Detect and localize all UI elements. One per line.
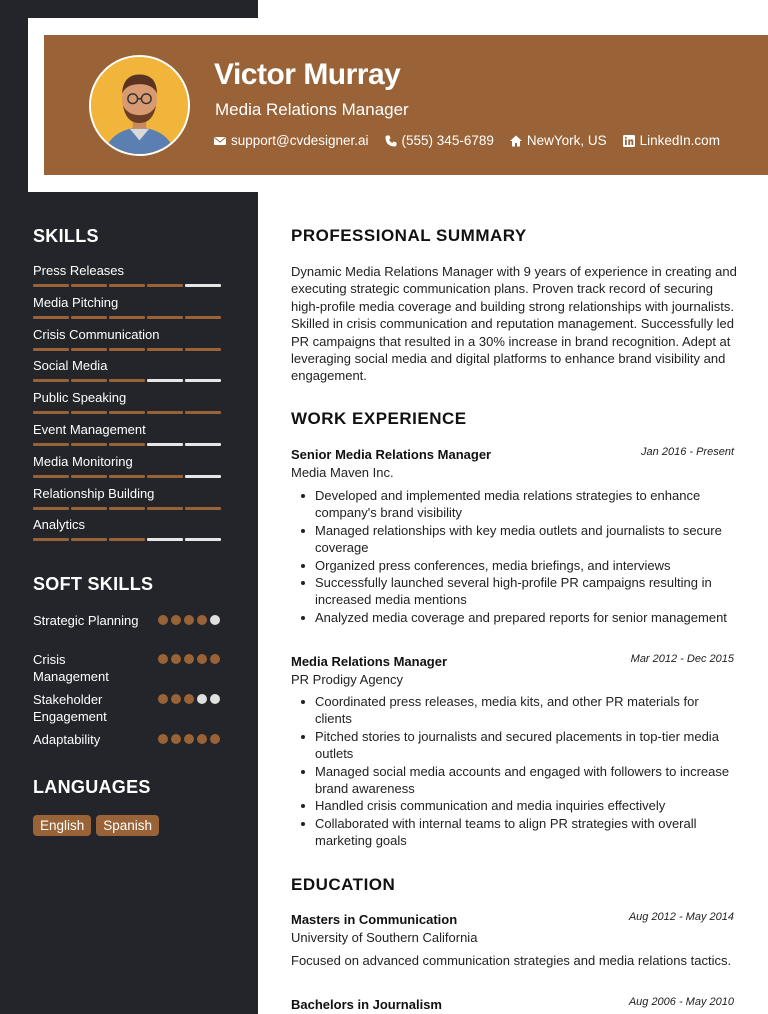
skill-item bbox=[33, 422, 223, 446]
skill-level-segment bbox=[185, 538, 221, 541]
skill-label: Event Management bbox=[33, 422, 146, 437]
job-company: PR Prodigy Agency bbox=[291, 672, 404, 687]
contact-linkedin[interactable] bbox=[623, 133, 720, 148]
skill-level-segment bbox=[33, 538, 69, 541]
skill-level-segment bbox=[109, 379, 145, 382]
rating-dot bbox=[158, 694, 168, 704]
rating-dot bbox=[210, 734, 220, 744]
skill-label: Press Releases bbox=[33, 263, 125, 278]
soft-skill-rating bbox=[158, 654, 220, 664]
skill-level-segment bbox=[147, 507, 183, 510]
soft-skill-label: Crisis Management bbox=[33, 652, 109, 684]
skill-level-segment bbox=[33, 411, 69, 414]
skill-label: Analytics bbox=[33, 517, 86, 533]
skill-level-segment bbox=[185, 379, 221, 382]
job-date: Mar 2012 - Dec 2015 bbox=[630, 653, 734, 665]
rating-dot bbox=[171, 654, 181, 664]
skills-title: SKILLS bbox=[33, 226, 99, 246]
rating-dot bbox=[184, 694, 194, 704]
skill-level-segment bbox=[109, 475, 145, 478]
skill-item bbox=[33, 390, 223, 414]
list-item: Pitched stories to journalists and secured placements in top-tier media outlets bbox=[297, 728, 737, 763]
skill-level-segment bbox=[147, 284, 183, 287]
skill-level-segment bbox=[33, 348, 69, 351]
rating-dot bbox=[158, 615, 168, 625]
list-item: Developed and implemented media relations strategies to enhance company's brand visibility bbox=[297, 487, 737, 522]
rating-dot bbox=[158, 654, 168, 664]
candidate-role: Media Relations Manager bbox=[215, 100, 409, 119]
skill-level-bar bbox=[33, 538, 223, 541]
soft-skill-label: Adaptability bbox=[33, 732, 101, 747]
skill-level-segment bbox=[71, 475, 107, 478]
soft-skill-item bbox=[33, 651, 223, 685]
skill-level-segment bbox=[185, 316, 221, 319]
skill-level-segment bbox=[109, 507, 145, 510]
skill-level-bar bbox=[33, 475, 223, 478]
skill-level-segment bbox=[185, 507, 221, 510]
skill-label: Crisis Communication bbox=[33, 326, 160, 342]
skill-level-segment bbox=[109, 411, 145, 414]
language-badge: English bbox=[33, 815, 91, 836]
soft-skill-item bbox=[33, 612, 223, 629]
job-bullets bbox=[297, 693, 737, 850]
degree-date: Aug 2006 - May 2010 bbox=[628, 996, 734, 1008]
contact-email-text: support@cvdesigner.ai bbox=[231, 133, 369, 148]
summary-text: Dynamic Media Relations Manager with 9 years of experience in creating and executing strategic communication plans. Proven track record of securing high-profile media coverage and building strong relationships with journalists. Skilled in crisis communication and reputation management. Successfully led PR campaigns that resulted in a 30% increase in brand recognition. Adept at leveraging social media and digital platforms to enhance brand visibility and engagement. bbox=[291, 264, 737, 384]
contact-email[interactable] bbox=[214, 133, 369, 148]
skill-level-segment bbox=[185, 475, 221, 478]
skill-label: Media Pitching bbox=[33, 294, 119, 310]
skill-label: Social Media bbox=[33, 358, 108, 374]
skill-level-segment bbox=[147, 475, 183, 478]
skill-level-segment bbox=[33, 316, 69, 319]
degree-date: Aug 2012 - May 2014 bbox=[628, 911, 734, 923]
skill-item bbox=[33, 263, 223, 287]
skill-label: Public Speaking bbox=[33, 390, 127, 406]
candidate-name: Victor Murray bbox=[214, 58, 401, 91]
skill-label: Relationship Building bbox=[33, 485, 155, 501]
soft-skill-item bbox=[33, 731, 223, 748]
skill-item bbox=[33, 358, 223, 382]
rating-dot bbox=[197, 615, 207, 625]
home-icon bbox=[510, 135, 522, 147]
list-item: Handled crisis communication and media inquiries effectively bbox=[297, 797, 737, 814]
skill-level-segment bbox=[33, 507, 69, 510]
skill-level-segment bbox=[147, 443, 183, 446]
skill-level-segment bbox=[147, 538, 183, 541]
phone-icon bbox=[385, 135, 397, 147]
rating-dot bbox=[210, 654, 220, 664]
list-item: Managed social media accounts and engaged with followers to increase brand awareness bbox=[297, 763, 737, 798]
skill-level-bar bbox=[33, 443, 223, 446]
skill-level-segment bbox=[109, 316, 145, 319]
skill-level-segment bbox=[71, 284, 107, 287]
rating-dot bbox=[184, 654, 194, 664]
soft-skill-rating bbox=[158, 734, 220, 744]
soft-skills-title: SOFT SKILLS bbox=[33, 574, 154, 594]
skill-level-segment bbox=[109, 348, 145, 351]
skill-level-segment bbox=[185, 284, 221, 287]
soft-skill-label: Strategic Planning bbox=[33, 613, 139, 628]
skill-level-bar bbox=[33, 379, 223, 382]
skill-level-segment bbox=[71, 348, 107, 351]
degree-description: Focused on advanced communication strategies and media relations tactics. bbox=[291, 953, 732, 968]
skill-level-segment bbox=[33, 284, 69, 287]
list-item: Collaborated with internal teams to align PR strategies with overall marketing goals bbox=[297, 815, 737, 850]
contact-linkedin-text: LinkedIn.com bbox=[639, 133, 720, 148]
skill-level-bar bbox=[33, 348, 223, 351]
linkedin-icon bbox=[623, 135, 635, 147]
rating-dot bbox=[171, 734, 181, 744]
rating-dot bbox=[171, 615, 181, 625]
skill-level-segment bbox=[71, 379, 107, 382]
rating-dot bbox=[210, 694, 220, 704]
languages-title: LANGUAGES bbox=[33, 777, 151, 797]
summary-title: PROFESSIONAL SUMMARY bbox=[291, 226, 527, 245]
soft-skill-label: Stakeholder Engagement bbox=[33, 692, 107, 724]
soft-skill-rating bbox=[158, 694, 220, 704]
list-item: Coordinated press releases, media kits, and other PR materials for clients bbox=[297, 693, 737, 728]
job-bullets bbox=[297, 487, 737, 626]
skill-item bbox=[33, 517, 223, 541]
skill-level-segment bbox=[147, 348, 183, 351]
rating-dot bbox=[197, 734, 207, 744]
skill-level-segment bbox=[71, 538, 107, 541]
skill-level-bar bbox=[33, 316, 223, 319]
skill-level-segment bbox=[71, 443, 107, 446]
rating-dot bbox=[158, 734, 168, 744]
skill-level-segment bbox=[33, 443, 69, 446]
contact-location bbox=[510, 133, 607, 148]
rating-dot bbox=[171, 694, 181, 704]
skill-level-segment bbox=[147, 379, 183, 382]
job-date: Jan 2016 - Present bbox=[641, 446, 734, 458]
skill-level-segment bbox=[33, 475, 69, 478]
skill-item bbox=[33, 454, 223, 478]
skill-item bbox=[33, 295, 223, 319]
skill-level-segment bbox=[109, 443, 145, 446]
skill-level-segment bbox=[185, 411, 221, 414]
skill-level-segment bbox=[185, 443, 221, 446]
languages-list bbox=[33, 815, 159, 836]
envelope-icon bbox=[214, 135, 226, 147]
job-title: Senior Media Relations Manager bbox=[291, 447, 492, 462]
job-title: Media Relations Manager bbox=[291, 654, 448, 669]
skill-item bbox=[33, 327, 223, 351]
skill-level-bar bbox=[33, 411, 223, 414]
contact-phone[interactable] bbox=[385, 133, 494, 148]
rating-dot bbox=[184, 615, 194, 625]
school-name: University of Southern California bbox=[291, 930, 478, 945]
skill-level-segment bbox=[147, 316, 183, 319]
rating-dot bbox=[197, 694, 207, 704]
rating-dot bbox=[184, 734, 194, 744]
skill-level-segment bbox=[71, 507, 107, 510]
skill-level-segment bbox=[71, 316, 107, 319]
degree-title: Bachelors in Journalism bbox=[291, 997, 442, 1012]
list-item: Analyzed media coverage and prepared reports for senior management bbox=[297, 609, 737, 626]
rating-dot bbox=[197, 654, 207, 664]
language-badge: Spanish bbox=[96, 815, 159, 836]
skill-level-bar bbox=[33, 284, 223, 287]
skill-level-bar bbox=[33, 507, 223, 510]
skill-level-segment bbox=[147, 411, 183, 414]
contact-location-text: NewYork, US bbox=[526, 133, 607, 148]
skill-level-segment bbox=[109, 284, 145, 287]
contact-info bbox=[214, 133, 736, 148]
education-title: EDUCATION bbox=[291, 875, 396, 894]
contact-phone-text: (555) 345-6789 bbox=[401, 133, 494, 148]
job-company: Media Maven Inc. bbox=[291, 465, 394, 480]
list-item: Successfully launched several high-profile PR campaigns resulting in increased media mentions bbox=[297, 574, 737, 609]
skill-level-segment bbox=[109, 538, 145, 541]
avatar bbox=[89, 55, 190, 156]
soft-skill-item bbox=[33, 691, 223, 725]
degree-title: Masters in Communication bbox=[291, 912, 458, 927]
skill-level-segment bbox=[185, 348, 221, 351]
experience-title: WORK EXPERIENCE bbox=[291, 409, 467, 428]
list-item: Managed relationships with key media outlets and journalists to secure coverage bbox=[297, 522, 737, 557]
skill-level-segment bbox=[33, 379, 69, 382]
skill-label: Media Monitoring bbox=[33, 453, 133, 469]
skill-level-segment bbox=[71, 411, 107, 414]
list-item: Organized press conferences, media briefings, and interviews bbox=[297, 557, 737, 574]
soft-skill-rating bbox=[158, 615, 220, 625]
rating-dot bbox=[210, 615, 220, 625]
skill-item bbox=[33, 486, 223, 510]
